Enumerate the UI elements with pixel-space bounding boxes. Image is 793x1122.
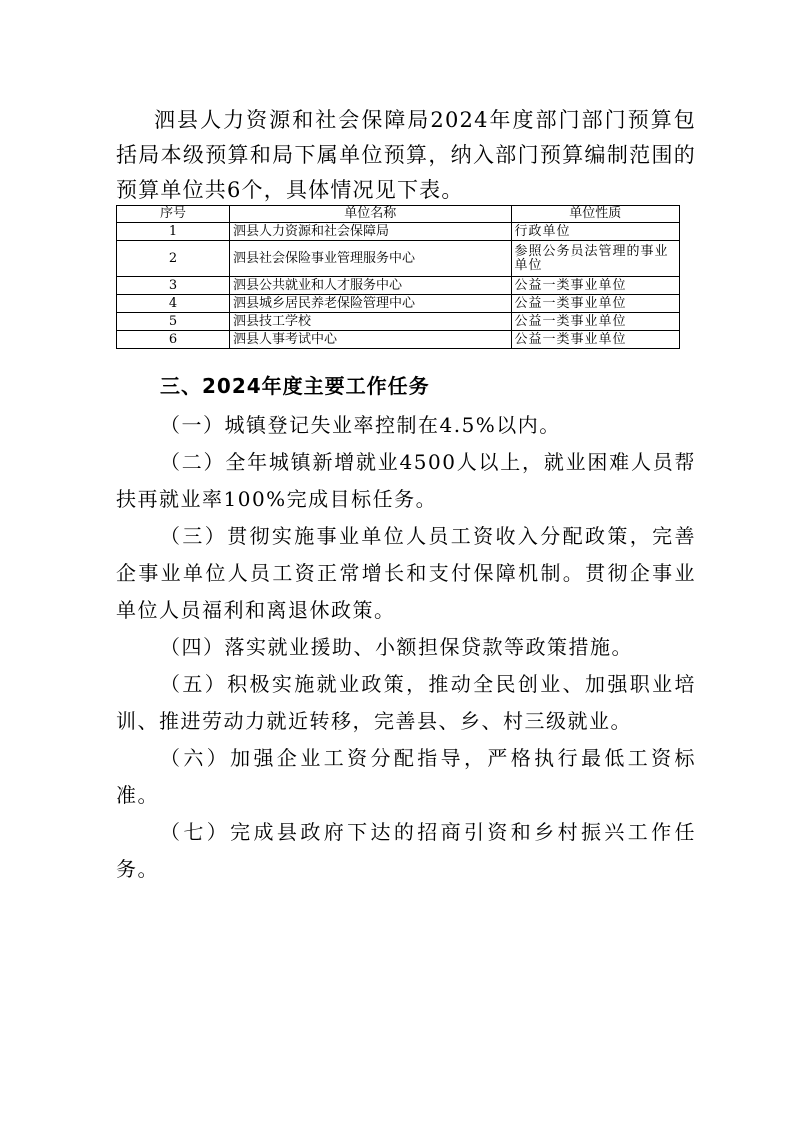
table-header-row [117, 206, 680, 223]
table-row [117, 277, 680, 295]
task-item: （一）城镇登记失业率控制在4.5%以内。 [160, 413, 561, 437]
row-no: 2 [117, 241, 230, 277]
task-item: （四）落实就业援助、小额担保贷款等政策措施。 [160, 635, 633, 659]
task-item: （六）加强企业工资分配指导，严格执行最低工资标准。 [116, 746, 696, 807]
row-name: 泗县人事考试中心 [230, 331, 512, 349]
header-type: 单位性质 [511, 206, 680, 223]
row-name: 泗县社会保险事业管理服务中心 [230, 241, 512, 277]
row-name: 泗县城乡居民养老保险管理中心 [230, 295, 512, 313]
header-name: 单位名称 [230, 206, 512, 223]
row-no: 1 [117, 223, 230, 241]
row-no: 3 [117, 277, 230, 295]
row-type: 公益一类事业单位 [511, 313, 680, 331]
table-row [117, 223, 680, 241]
row-type: 公益一类事业单位 [511, 277, 680, 295]
row-name: 泗县公共就业和人才服务中心 [230, 277, 512, 295]
row-no: 4 [117, 295, 230, 313]
header-no: 序号 [117, 206, 230, 223]
task-list [116, 407, 696, 888]
task-item: （七）完成县政府下达的招商引资和乡村振兴工作任务。 [116, 820, 696, 881]
table-row [117, 295, 680, 313]
table-row [117, 313, 680, 331]
row-no: 5 [117, 313, 230, 331]
task-item: （三）贯彻实施事业单位人员工资收入分配政策，完善企事业单位人员工资正常增长和支付保障机制。贯彻企事业单位人员福利和离退休政策。 [116, 524, 696, 622]
row-type: 参照公务员法管理的事业单位 [511, 241, 680, 277]
intro-text: 泗县人力资源和社会保障局2024年度部门部门预算包括局本级预算和局下属单位预算，纳入部门预算编制范围的预算单位共6个，具体情况见下表。 [116, 108, 696, 202]
row-type: 行政单位 [511, 223, 680, 241]
row-no: 6 [117, 331, 230, 349]
section-heading: 三、2024年度主要工作任务 [160, 374, 430, 398]
table-row [117, 241, 680, 277]
intro-paragraph [116, 103, 696, 208]
budget-units-table [116, 205, 680, 349]
row-name: 泗县人力资源和社会保障局 [230, 223, 512, 241]
row-name: 泗县技工学校 [230, 313, 512, 331]
table-row [117, 331, 680, 349]
task-item: （五）积极实施就业政策，推动全民创业、加强职业培训、推进劳动力就近转移，完善县、乡、村三级就业。 [116, 672, 696, 733]
row-type: 公益一类事业单位 [511, 331, 680, 349]
row-type: 公益一类事业单位 [511, 295, 680, 313]
task-item: （二）全年城镇新增就业4500人以上，就业困难人员帮扶再就业率100%完成目标任务。 [116, 450, 696, 511]
